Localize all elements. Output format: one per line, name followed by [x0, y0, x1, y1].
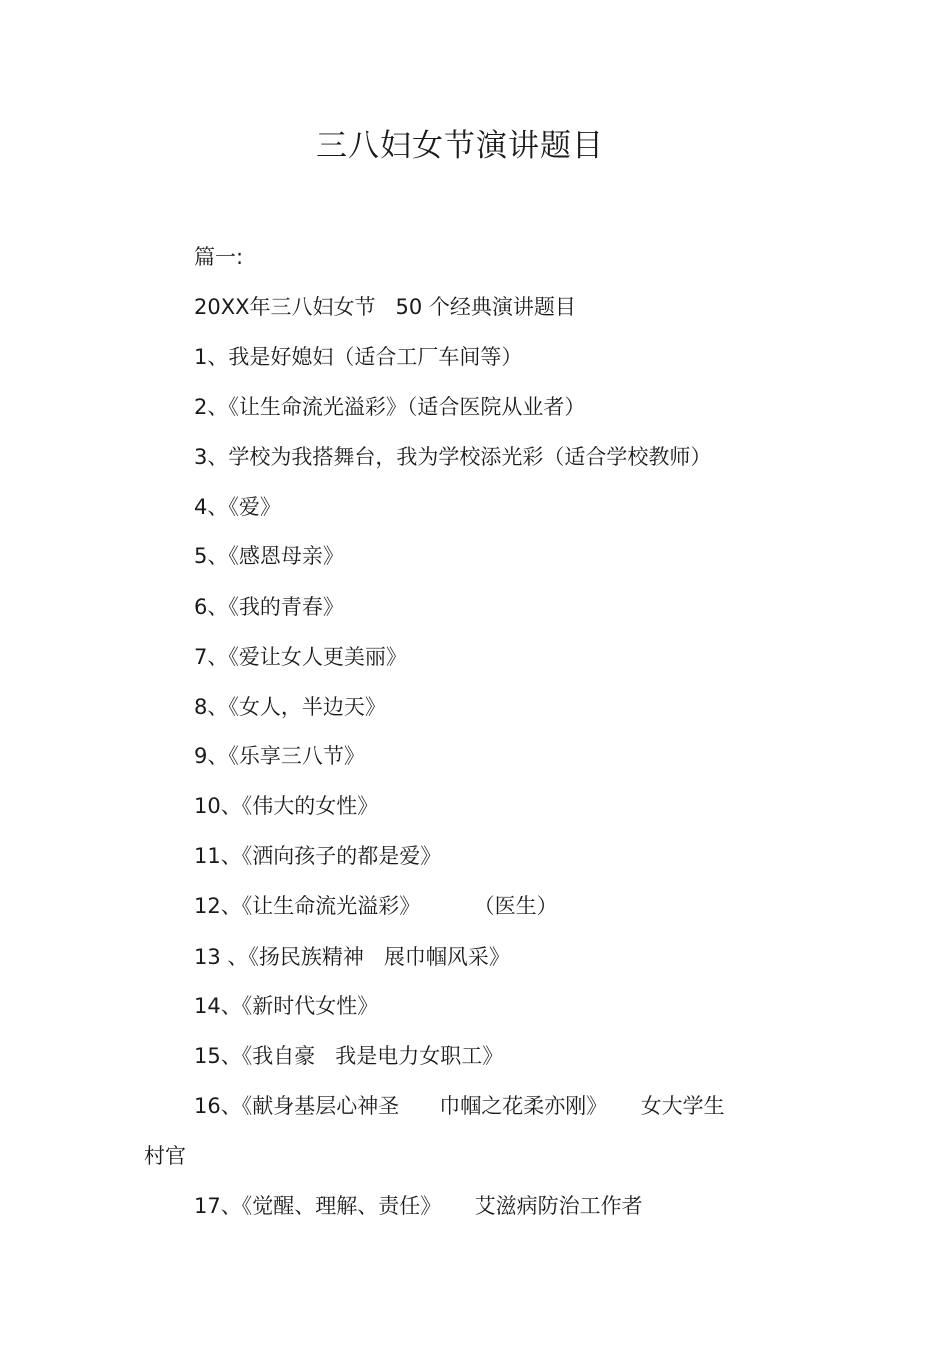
section-heading: 篇一: — [194, 245, 244, 269]
list-item: 14、《新时代女性》 — [194, 994, 379, 1018]
list-item: 10、《伟大的女性》 — [194, 794, 379, 818]
list-item: 1、我是好媳妇（适合工厂车间等） — [194, 345, 523, 369]
document-title: 三八妇女节演讲题目 — [316, 128, 604, 164]
list-item: 15、《我自豪 我是电力女职工》 — [194, 1044, 504, 1068]
list-item: 2、《让生命流光溢彩》（适合医院从业者） — [194, 395, 586, 419]
list-item: 16、《献身基层心神圣 巾帼之花柔亦刚》 女大学生 — [194, 1094, 725, 1118]
list-item: 12、《让生命流光溢彩》 （医生） — [194, 894, 558, 918]
list-item: 6、《我的青春》 — [194, 595, 344, 619]
list-subtitle: 20XX年三八妇女节 50 个经典演讲题目 — [194, 295, 576, 319]
list-item: 13 、《扬民族精神 展巾帼风采》 — [194, 945, 510, 969]
list-item: 17、《觉醒、理解、责任》 艾滋病防治工作者 — [194, 1194, 643, 1218]
list-item: 11、《洒向孩子的都是爱》 — [194, 844, 442, 868]
list-item: 7、《爱让女人更美丽》 — [194, 645, 407, 669]
list-item-continuation: 村官 — [144, 1144, 186, 1168]
list-item: 9、《乐享三八节》 — [194, 744, 365, 768]
list-item: 8、《女人，半边天》 — [194, 695, 386, 719]
list-item: 4、《爱》 — [194, 495, 281, 519]
list-item: 5、《感恩母亲》 — [194, 544, 344, 568]
list-item: 3、学校为我搭舞台，我为学校添光彩（适合学校教师） — [194, 445, 712, 469]
